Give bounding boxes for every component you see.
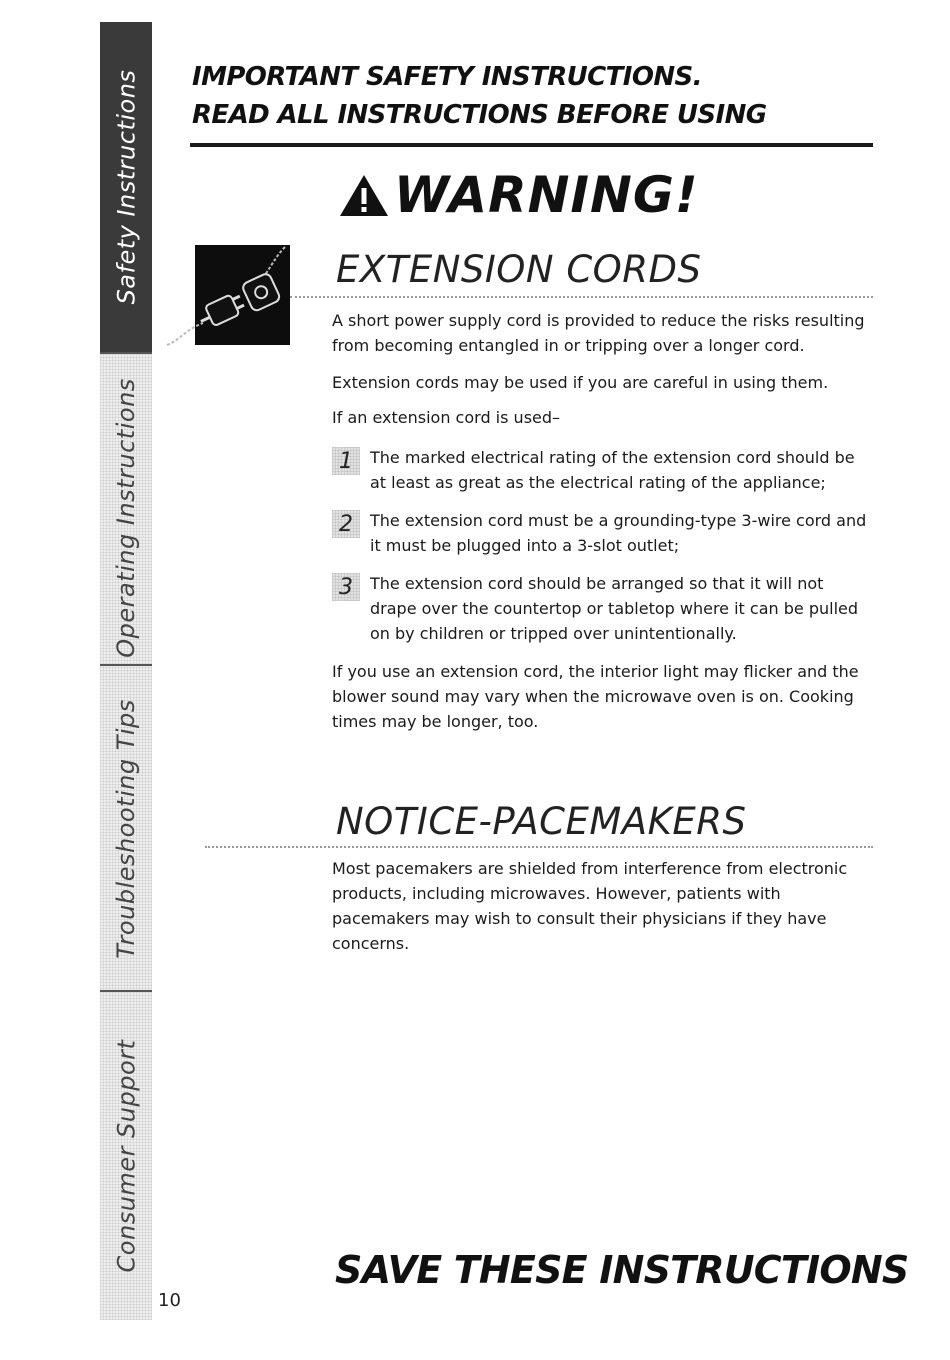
warning-triangle-icon: [338, 172, 390, 218]
extension-cords-rule: [290, 296, 873, 298]
list-item-text: The extension cord must be a grounding-type 3-wire cord and it must be plugged into a 3-slot outlet;: [370, 511, 867, 555]
tab-operating-instructions-label: Operating Instructions: [112, 378, 141, 658]
item-number-badge: 1: [332, 447, 360, 475]
pacemakers-rule: [205, 846, 873, 848]
tab-troubleshooting-tips-label: Troubleshooting Tips: [112, 699, 140, 959]
warning-text: WARNING!: [394, 166, 699, 224]
tab-consumer-support-label: Consumer Support: [112, 1039, 141, 1273]
pacemakers-title: NOTICE-PACEMAKERS: [336, 800, 747, 843]
list-item-text: The extension cord should be arranged so that it will not drape over the countertop or tabletop where it can be pulled on by children or tripped over unintentionally.: [370, 574, 859, 643]
save-instructions-footer: SAVE THESE INSTRUCTIONS: [335, 1248, 909, 1292]
item-number-badge: 2: [332, 510, 360, 538]
warning-heading: [338, 166, 699, 224]
extension-cords-intro: A short power supply cord is provided to reduce the risks resulting from becoming entangled in or tripping over a longer cord.: [332, 311, 865, 355]
extension-cords-closing: If you use an extension cord, the interior light may flicker and the blower sound may vary when the microwave oven is on. Cooking times may be longer, too.: [332, 662, 859, 731]
plug-and-extension-cord-icon: [165, 245, 290, 355]
pacemakers-text: Most pacemakers are shielded from interference from electronic products, including microwaves. However, patients with pacemakers may wish to consult their physicians if they have concerns.: [332, 859, 848, 953]
tab-safety-instructions[interactable]: [100, 22, 152, 352]
header-rule: [190, 143, 873, 147]
tab-operating-instructions[interactable]: [100, 352, 152, 682]
page-number: 10: [158, 1290, 181, 1311]
header-line-2: READ ALL INSTRUCTIONS BEFORE USING: [192, 100, 767, 130]
extension-cords-p2: Extension cords may be used if you are careful in using them.: [332, 373, 829, 392]
item-number-badge: 3: [332, 573, 360, 601]
header-line-1: IMPORTANT SAFETY INSTRUCTIONS.: [192, 62, 702, 92]
tab-troubleshooting-tips[interactable]: [100, 664, 152, 992]
list-item-text: The marked electrical rating of the extension cord should be at least as great as the electrical rating of the appliance;: [370, 448, 855, 492]
tab-safety-instructions-label: Safety Instructions: [112, 69, 141, 305]
tab-consumer-support[interactable]: [100, 990, 152, 1320]
extension-cords-p3: If an extension cord is used–: [332, 408, 561, 427]
extension-cords-title: EXTENSION CORDS: [336, 248, 702, 291]
side-tab-strip: [100, 22, 152, 1320]
